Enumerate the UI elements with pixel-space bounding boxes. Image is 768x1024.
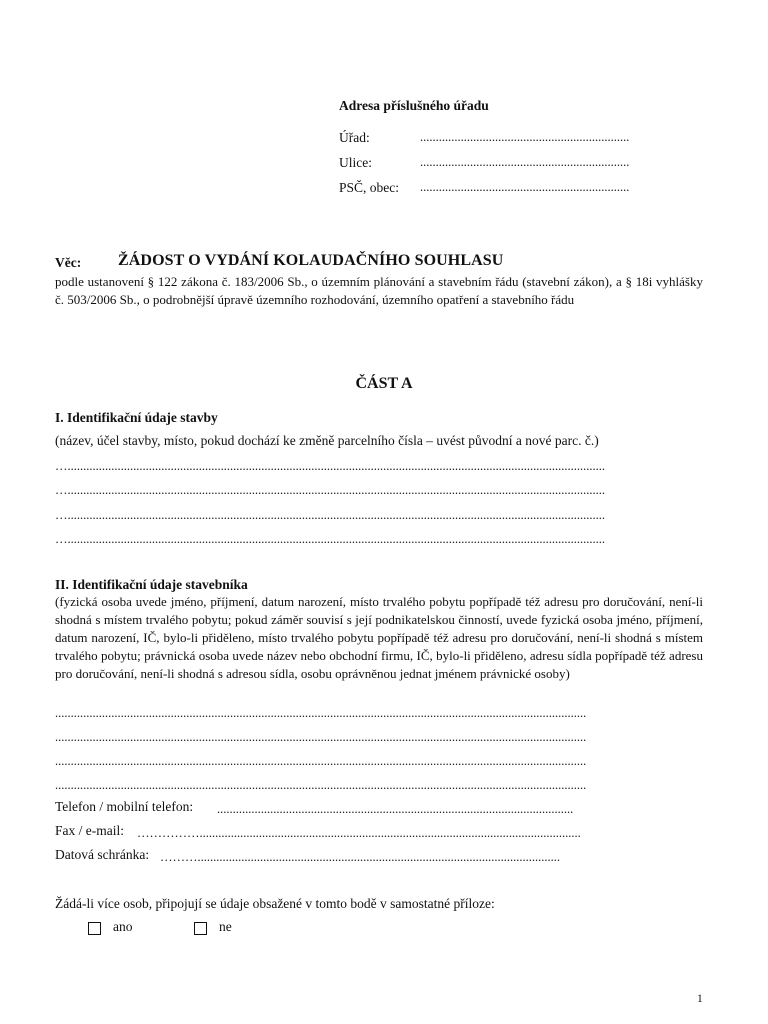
building-info-line[interactable]: …............................................................................................................................................................................ bbox=[55, 483, 605, 497]
fax-email-field[interactable]: …………….......................................................................................................................... bbox=[137, 826, 581, 840]
page-number: 1 bbox=[697, 993, 703, 1005]
section-1-description: (název, účel stavby, místo, pokud dochází ke změně parcelního čísla – uvést původní a nové parc. č.) bbox=[55, 433, 599, 448]
building-info-line[interactable]: …............................................................................................................................................................................ bbox=[55, 508, 605, 522]
building-info-line[interactable]: …............................................................................................................................................................................ bbox=[55, 532, 605, 546]
yes-checkbox[interactable] bbox=[88, 922, 101, 935]
part-heading: ČÁST A bbox=[355, 375, 413, 392]
section-1-title: I. Identifikační údaje stavby bbox=[55, 410, 218, 425]
zip-city-field[interactable]: ................................................................... bbox=[420, 180, 630, 194]
office-label: Úřad: bbox=[339, 130, 370, 145]
yes-label: ano bbox=[113, 919, 133, 934]
no-label: ne bbox=[219, 919, 232, 934]
builder-info-line[interactable]: .......................................................................................................................................................................... bbox=[55, 706, 587, 720]
multiple-applicants-question: Žádá-li více osob, připojují se údaje obsažené v tomto bodě v samostatné příloze: bbox=[55, 896, 495, 911]
data-box-label: Datová schránka: bbox=[55, 847, 150, 862]
street-field[interactable]: ................................................................... bbox=[420, 155, 630, 169]
builder-info-line[interactable]: .......................................................................................................................................................................... bbox=[55, 730, 587, 744]
data-box-field[interactable]: ……….................................................................................................................... bbox=[160, 850, 560, 864]
legal-basis-text: podle ustanovení § 122 zákona č. 183/2006 Sb., o územním plánování a stavebním řádu (stavební zákon), a § 18i vyhlášky č. 503/2006 Sb., o podrobnější úpravě územního rozhodování, územního opatření a stavebního řádu bbox=[55, 274, 703, 307]
street-label: Ulice: bbox=[339, 155, 372, 170]
builder-info-line[interactable]: .......................................................................................................................................................................... bbox=[55, 754, 587, 768]
phone-label: Telefon / mobilní telefon: bbox=[55, 799, 194, 814]
zip-city-label: PSČ, obec: bbox=[339, 180, 400, 195]
section-2-description: (fyzická osoba uvede jméno, příjmení, datum narození, místo trvalého pobytu popřípadě též adresu pro doručování, není-li shodná s místem trvalého pobytu; pokud záměr souvisí s její podnikatelskou činností, uvede fyzická osoba jméno, příjmení, datum narození, IČ, bylo-li přiděleno, místo trvalého pobytu popřípadě též adresu pro doručování, není-li shodná s místem trvalého pobytu; právnická osoba uvede název nebo obchodní firmu, IČ, bylo-li přiděleno, adresu sídla popřípadě též adresu pro doručování, není-li shodná s adresou sídla, osobu oprávněnou jednat jménem právnické osoby) bbox=[55, 594, 703, 681]
office-address-title: Adresa příslušného úřadu bbox=[339, 98, 489, 113]
phone-field[interactable]: .................................................................................................................. bbox=[217, 802, 574, 816]
document-title: ŽÁDOST O VYDÁNÍ KOLAUDAČNÍHO SOUHLASU bbox=[118, 252, 504, 269]
building-info-line[interactable]: …............................................................................................................................................................................ bbox=[55, 459, 605, 473]
no-checkbox[interactable] bbox=[194, 922, 207, 935]
section-2-title: II. Identifikační údaje stavebníka bbox=[55, 577, 248, 592]
subject-label: Věc: bbox=[55, 255, 82, 270]
builder-info-line[interactable]: .......................................................................................................................................................................... bbox=[55, 778, 587, 792]
office-field[interactable]: ................................................................... bbox=[420, 130, 630, 144]
fax-email-label: Fax / e-mail: bbox=[55, 823, 124, 838]
